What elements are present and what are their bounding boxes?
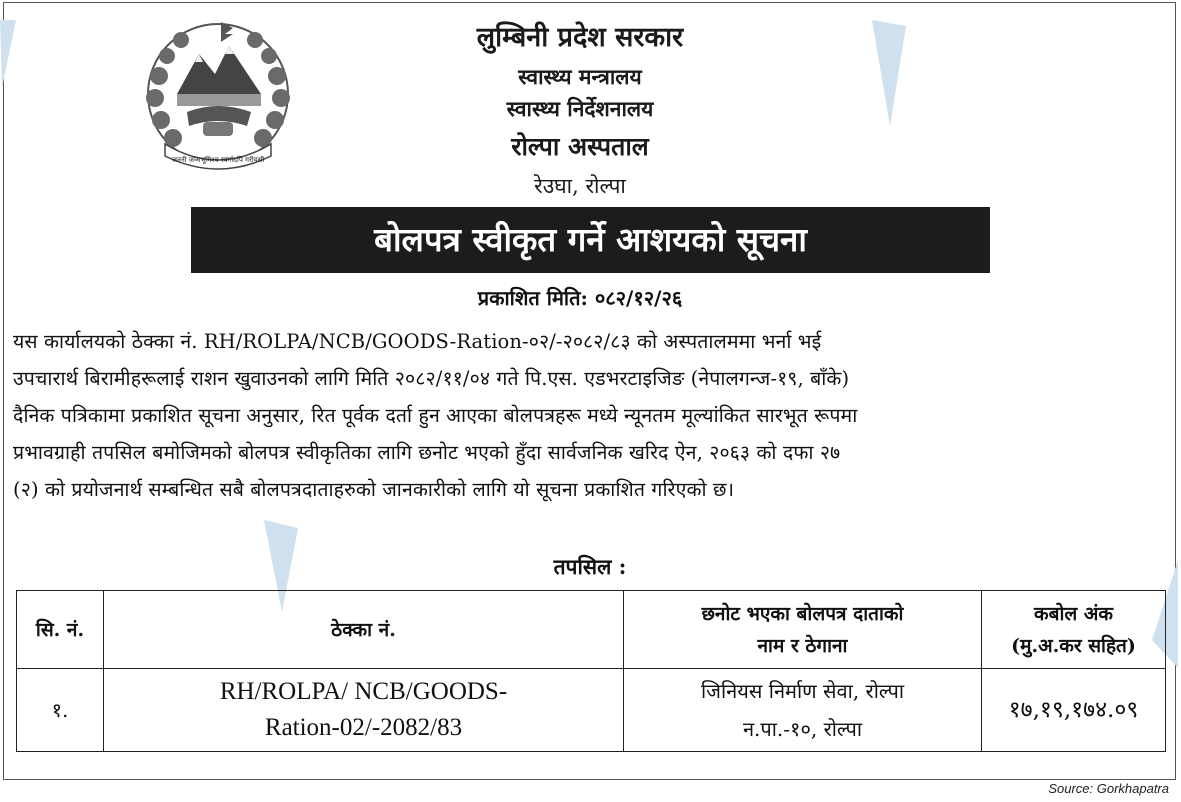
emblem-motto: जननी जन्मभूमिश्च स्वर्गादपि गरीयसी bbox=[171, 156, 265, 164]
body-line: उपचारार्थ बिरामीहरूलाई राशन खुवाउनको लागि मिति २०८२/११/०४ गते पि.एस. एडभरटाइजिङ (नेपालगन्ज-१९, बाँके) bbox=[13, 367, 850, 390]
cell-bidder bbox=[624, 669, 982, 752]
watermark-triangle-top-icon bbox=[872, 20, 912, 130]
ministry-name: स्वास्थ्य मन्त्रालय bbox=[518, 64, 642, 89]
hospital-location: रेउघा, रोल्पा bbox=[534, 174, 626, 198]
hospital-name: रोल्पा अस्पताल bbox=[511, 132, 649, 161]
header-bidder-line1: छनोट भएका बोलपत्र दाताको bbox=[701, 602, 904, 625]
directorate-name: स्वास्थ्य निर्देशनालय bbox=[506, 96, 654, 121]
body-line: प्रभावग्राही तपसिल बमोजिमको बोलपत्र स्वीकृतिका लागि छनोट भएको हुँदा सार्वजनिक खरिद ऐन, २०६३ को दफा २७ bbox=[13, 441, 841, 464]
body-line: यस कार्यालयको ठेक्का नं. RH/ROLPA/NCB/GOODS-Ration-०२/-२०८२/८३ को अस्पतालममा भर्ना भई bbox=[13, 330, 822, 353]
contract-line2: Ration-02/-2082/83 bbox=[264, 714, 463, 741]
header-amount-line1: कबोल अंक bbox=[1034, 602, 1113, 625]
header-bidder-line2: नाम र ठेगाना bbox=[757, 634, 848, 657]
notice-title-banner: बोलपत्र स्वीकृत गर्ने आशयको सूचना bbox=[191, 207, 990, 273]
header-amount bbox=[982, 591, 1166, 669]
table-header-row bbox=[17, 591, 1166, 669]
contract-line1: RH/ROLPA/ NCB/GOODS- bbox=[219, 678, 508, 705]
bidder-line2: न.पा.-१०, रोल्पा bbox=[742, 717, 863, 741]
cell-sn: १. bbox=[17, 669, 104, 752]
published-date: प्रकाशित मिति: ०८२/१२/२६ bbox=[477, 286, 683, 310]
bid-details-table bbox=[16, 590, 1166, 752]
table-row bbox=[17, 669, 1166, 752]
body-line: (२) को प्रयोजनार्थ सम्बन्धित सबै बोलपत्रदाताहरुको जानकारीको लागि यो सूचना प्रकाशित गरिएको छ। bbox=[13, 478, 735, 501]
header-amount-line2: (मु.अ.कर सहित) bbox=[1011, 634, 1136, 657]
source-credit: Source: Gorkhapatra bbox=[1048, 781, 1169, 796]
header-sn: सि. नं. bbox=[17, 591, 104, 669]
government-name: लुम्बिनी प्रदेश सरकार bbox=[476, 22, 684, 53]
cell-contract-no bbox=[104, 669, 624, 752]
header-bidder bbox=[624, 591, 982, 669]
watermark-triangle-left-icon bbox=[0, 20, 20, 90]
cell-amount: १७,१९,१७४.०९ bbox=[982, 669, 1166, 752]
body-line: दैनिक पत्रिकामा प्रकाशित सूचना अनुसार, रित पूर्वक दर्ता हुन आएका बोलपत्रहरू मध्ये न्यूनतम मूल्यांकित सारभूत रूपमा bbox=[13, 404, 858, 427]
details-heading: तपसिल : bbox=[553, 554, 627, 579]
notice-body bbox=[13, 323, 1173, 508]
nepal-emblem-icon bbox=[137, 16, 299, 176]
header-contract-no: ठेक्का नं. bbox=[104, 591, 624, 669]
bidder-line1: जिनियस निर्माण सेवा, रोल्पा bbox=[700, 679, 905, 703]
